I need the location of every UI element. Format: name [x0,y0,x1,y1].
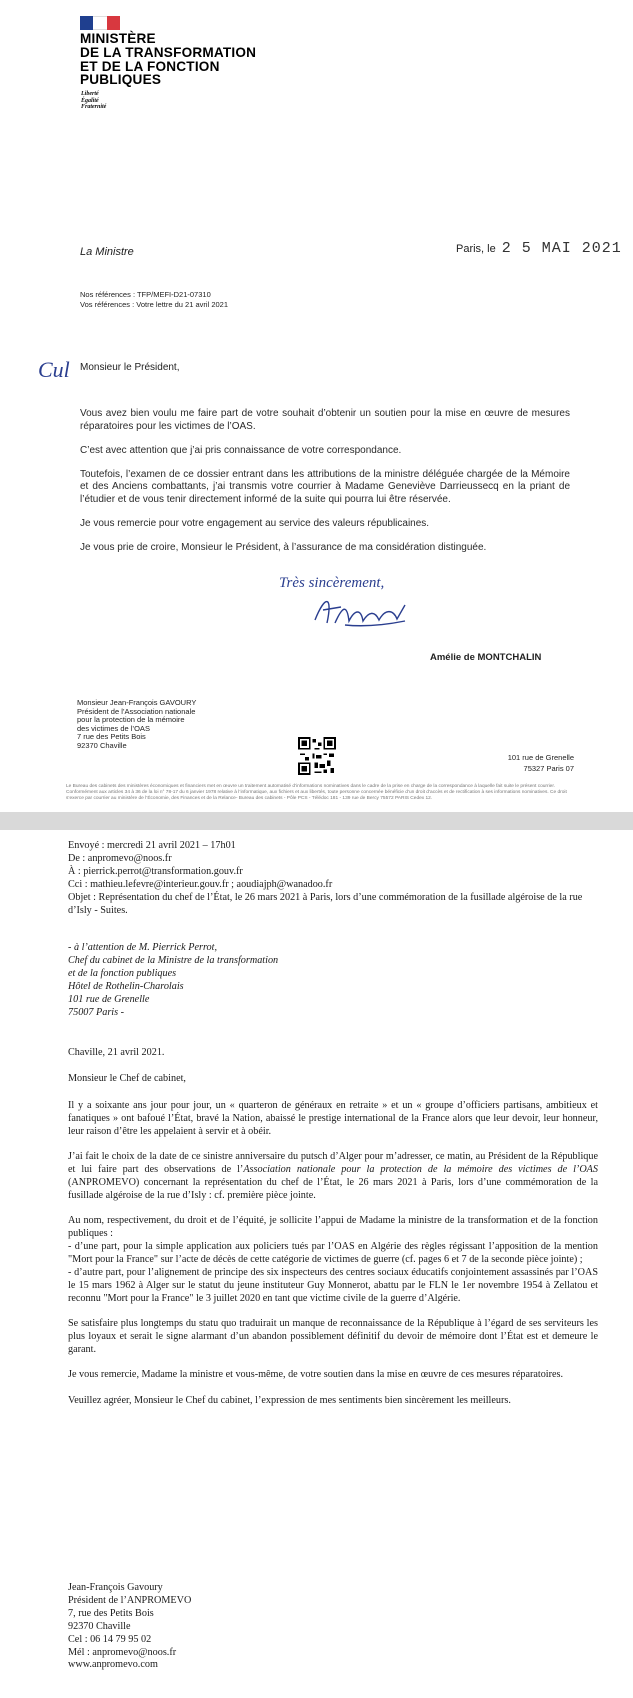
email-from: De : anpromevo@noos.fr [68,852,172,864]
paragraph: Vous avez bien voulu me faire part de votre souhait d’obtenir un soutien pour la mise en œuvre de mesures réparatoires pour les victimes de l’OAS. [80,408,570,432]
ministry-line: DE LA TRANSFORMATION [80,44,257,60]
republic-motto: Liberté Égalité Fraternité [81,91,107,110]
references: Nos références : TFP/MEFI-D21-07310 Vos références : Votre lettre du 21 avril 2021 [80,290,229,309]
date-stamp: 2 5 MAI 2021 [501,240,622,257]
paragraph: J’ai fait le choix de la date de ce sinistre anniversaire du putsch d’Alger pour m’adresser, ce matin, au Président de la République et lui faire part des observations de l’Association nationale pour la protection de la mémoire des victimes de l’OAS (ANPROMEVO) concernant la représentation du chef de l’État, le 26 mars 2021 à Paris, lors d’une commémoration de la fusillade algéroise de la rue d’Isly : cf. première pièce jointe. [68,1151,598,1201]
ministry-address: 101 rue de Grenelle 75327 Paris 07 [507,753,574,773]
ministry-line: ET DE LA FONCTION [80,58,220,74]
letter-page [0,0,633,812]
letter-body [80,408,570,566]
recipient-address: Monsieur Jean-François GAVOURY Président de l’Association nationale pour la protection de la mémoire des victimes de l’OAS 7 rue des Petits Bois 92370 Chaville [77,698,197,750]
email-header [68,840,598,917]
french-flag-logo [80,16,120,30]
email-body [68,1100,598,1420]
signer-name: Amélie de MONTCHALIN [430,652,542,663]
email-to: À : pierrick.perrot@transformation.gouv.fr [68,865,243,877]
salutation: Monsieur le Chef de cabinet, [68,1073,186,1084]
list-item: - d’une part, pour la simple application aux policiers tués par l’OAS en Algérie des règles régissant l’apposition de la mention "Mort pour la France" sur l’acte de décès de cette catégorie de victimes de guerre (cf. pages 6 et 7 de la seconde pièce jointe) ; [68,1241,598,1266]
place-date: Chaville, 21 avril 2021. [68,1047,165,1058]
paragraph: Se satisfaire plus longtemps du statu quo traduirait un manque de reconnaissance de la République à l’égard de ses serviteurs les plus loyaux et serait le signe alarmant d’un abandon possiblement définitif du devoir de mémoire dont l’État est et demeure le garant. [68,1318,598,1355]
ministry-name [80,32,256,87]
paragraph: Toutefois, l’examen de ce dossier entrant dans les attributions de la ministre déléguée chargée de la Mémoire et des Anciens combattants, j’ai transmis votre courrier à Madame Geneviève Darrieussecq en la priant de l’étudier et de vous tenir directement informé de la suite qui pourra lui être réservée. [80,468,570,505]
letter-date: Paris, le 2 5 MAI 2021 [456,240,622,257]
email-signature: Jean-François Gavoury Président de l’ANPROMEVO 7, rue des Petits Bois 92370 Chaville Cel : 06 14 79 95 02 Mél : anpromevo@noos.fr www.anpromevo.com [68,1582,598,1672]
email-cc: Cci : mathieu.lefevre@interieur.gouv.fr ; aoudiajph@wanadoo.fr [68,878,333,890]
handwritten-annotation: Cul [38,357,70,382]
paragraph: Veuillez agréer, Monsieur le Chef du cabinet, l’expression de mes sentiments bien sincèrement les meilleurs. [68,1394,511,1406]
paragraph: Je vous remercie, Madame la ministre et vous-même, de votre soutien dans la mise en œuvre de ces mesures réparatoires. [68,1369,564,1381]
ministry-line: MINISTÈRE [80,31,156,46]
attention-block: - à l’attention de M. Pierrick Perrot, Chef du cabinet de la Ministre de la transformation et de la fonction publiques Hôtel de Rothelin-Charolais 101 rue de Grenelle 75007 Paris - [68,942,279,1018]
handwritten-close: Très sincèrement, [279,575,385,591]
paragraph: Il y a soixante ans jour pour jour, un « quarteron de généraux en retraite » et un « groupe d’officiers partisans, ambitieux et fanatiques » ont bafoué l’État, bravé la Nation, abaissé le prestige international de la France alors que leur devoir, leur honneur, leur raison d’être les appelaient à servir et à obéir. [68,1100,598,1137]
email-page [0,830,633,1698]
salutation: Monsieur le Président, [80,362,180,373]
ministry-line: PUBLIQUES [80,72,162,88]
list-item: - d’autre part, pour l’alignement de principe des six inspecteurs des centres sociaux éducatifs conjointement assassinés par l’OAS le 15 mars 1962 à Alger sur le statut du jeune instituteur Guy Monnerot, abattu par le FLN le 1er novembre 1954 à Zellatou et reconnu "Mort pour la France" le 3 juillet 2020 en tant que victime civile de la guerre d’Algérie. [68,1266,598,1304]
email-subject: Objet : Représentation du chef de l’État, le 26 mars 2021 à Paris, lors d’une commémoration de la fusillade algéroise de la rue d’Isly - Suites. [68,891,583,916]
paragraph: C’est avec attention que j’ai pris connaissance de votre correspondance. [80,444,402,456]
website-link[interactable]: www.anpromevo.com [68,1659,158,1671]
sender-label: La Ministre [80,246,134,258]
handwritten-signature [275,565,475,635]
paragraph: Je vous prie de croire, Monsieur le Président, à l’assurance de ma considération distinguée. [80,542,487,554]
paragraph: Au nom, respectivement, du droit et de l’équité, je sollicite l’appui de Madame la ministre de la transformation et de la fonction publiques : [68,1215,598,1240]
paragraph: Je vous remercie pour votre engagement au service des valeurs républicaines. [80,518,430,530]
email-sent: Envoyé : mercredi 21 avril 2021 – 17h01 [68,840,236,851]
qr-code-icon [298,737,336,775]
privacy-footer: Le Bureau des cabinets des ministères économiques et financiers met en œuvre un traitement automatisé d’informations nominatives dans le cadre de la prise en charge de la correspondance à laquelle fait suite le présent courrier. Conformément aux articles 34 à 36 de la loi n° 78-17 du 6 janvier 1978 relative à l’informatique, aux fichiers et aux libertés, toute personne concernée bénéficie d’un droit d’accès et de rectification à ses informations nominatives. Ce droit s’exerce par courrier au ministère de l’Économie, des Finances et de la Relance- Bureau des cabinets - Pôle PCS - Télédoc 181 - 139 rue de Bercy 75572 PARIS Cedex 12. [66,784,567,802]
